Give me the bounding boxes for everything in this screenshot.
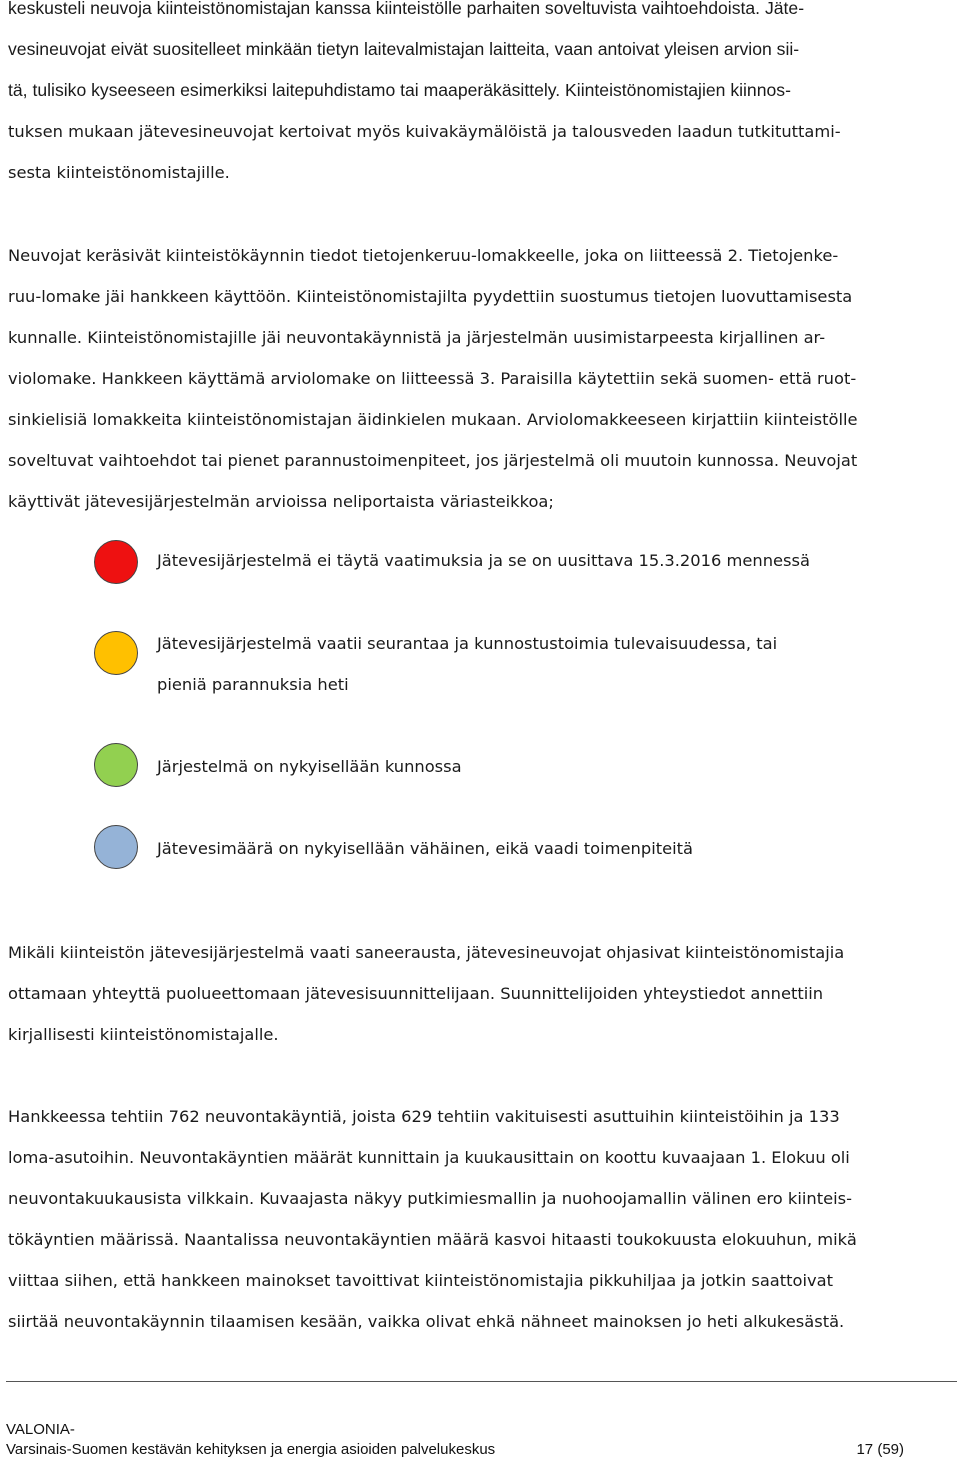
text-line: sinkielisiä lomakkeita kiinteistönomistajan äidinkielen mukaan. Arviolomakkeeseen kirjattiin kiinteistölle — [8, 410, 858, 429]
text-line: Mikäli kiinteistön jätevesijärjestelmä vaati saneerausta, jätevesineuvojat ohjasivat kiinteistönomistajia — [8, 943, 845, 962]
footer-organization-subtitle: Varsinais-Suomen kestävän kehityksen ja energia asioiden palvelukeskus — [6, 1441, 496, 1458]
text-line: tuksen mukaan jätevesineuvojat kertoivat myös kuivakäymälöistä ja talousveden laadun tutkituttami- — [8, 122, 841, 141]
text-line: ruu-lomake jäi hankkeen käyttöön. Kiinteistönomistajilta pyydettiin suostumus tietojen luovuttamisesta — [8, 287, 853, 306]
text-line: tä, tulisiko kyseeseen esimerkiksi laitepuhdistamo tai maaperäkäsittely. Kiinteistönomistajien kiinnos- — [8, 80, 791, 100]
text-line: tökäyntien määrissä. Naantalissa neuvontakäyntien määrä kasvoi hitaasti toukokuusta elokuuhun, mikä — [8, 1230, 857, 1249]
blue-circle-icon — [94, 825, 138, 869]
text-line: siirtää neuvontakäynnin tilaamisen kesään, vaikka olivat ehkä nähneet mainoksen jo heti alkukesästä. — [8, 1312, 845, 1331]
text-line: Hankkeessa tehtiin 762 neuvontakäyntiä, joista 629 tehtiin vakituisesti asuttuihin kiinteistöihin ja 133 — [8, 1107, 840, 1126]
yellow-circle-icon — [94, 631, 138, 675]
legend-label: Jätevesijärjestelmä vaatii seurantaa ja kunnostustoimia tulevaisuudessa, tai — [157, 634, 778, 653]
text-line: loma-asutoihin. Neuvontakäyntien määrät kunnittain ja kuukausittain on koottu kuvaajaan 1. Elokuu oli — [8, 1148, 850, 1167]
red-circle-icon — [94, 540, 138, 584]
text-line: kirjallisesti kiinteistönomistajalle. — [8, 1025, 279, 1044]
text-line: viittaa siihen, että hankkeen mainokset tavoittivat kiinteistönomistajia pikkuhiljaa ja jotkin saattoivat — [8, 1271, 834, 1290]
text-line: sesta kiinteistönomistajille. — [8, 163, 230, 182]
footer-organization: VALONIA- — [6, 1421, 75, 1438]
text-line: kunnalle. Kiinteistönomistajille jäi neuvontakäynnistä ja järjestelmän uusimistarpeesta kirjallinen ar- — [8, 328, 826, 347]
text-line: violomake. Hankkeen käyttämä arviolomake on liitteessä 3. Paraisilla käytettiin sekä suomen- että ruot- — [8, 369, 857, 388]
text-line: ottamaan yhteyttä puolueettomaan jätevesisuunnittelijaan. Suunnittelijoiden yhteystiedot annettiin — [8, 984, 824, 1003]
text-line: soveltuvat vaihtoehdot tai pienet parannustoimenpiteet, jos järjestelmä oli muutoin kunnossa. Neuvojat — [8, 451, 858, 470]
page-number: 17 (59) — [856, 1441, 904, 1458]
text-line: vesineuvojat eivät suositelleet minkään tietyn laitevalmistajan laitteita, vaan antoivat yleisen arvion sii- — [8, 39, 800, 59]
text-line: neuvontakuukausista vilkkain. Kuvaajasta näkyy putkimiesmallin ja nuohoojamallin välinen ero kiinteis- — [8, 1189, 853, 1208]
footer-divider — [6, 1381, 957, 1382]
text-line: käyttivät jätevesijärjestelmän arvioissa neliportaista väriasteikkoa; — [8, 492, 554, 511]
text-line: Neuvojat keräsivät kiinteistökäynnin tiedot tietojenkeruu-lomakkeelle, joka on liitteessä 2. Tietojenke- — [8, 246, 839, 265]
legend-label: Jätevesimäärä on nykyisellään vähäinen, eikä vaadi toimenpiteitä — [157, 839, 694, 858]
text-line: keskusteli neuvoja kiinteistönomistajan kanssa kiinteistölle parhaiten soveltuvista vaihtoehdoista. Jäte- — [8, 0, 805, 18]
legend-label: Jätevesijärjestelmä ei täytä vaatimuksia ja se on uusittava 15.3.2016 mennessä — [157, 551, 810, 570]
legend-label: pieniä parannuksia heti — [157, 675, 349, 694]
legend-label: Järjestelmä on nykyisellään kunnossa — [157, 757, 462, 776]
green-circle-icon — [94, 743, 138, 787]
